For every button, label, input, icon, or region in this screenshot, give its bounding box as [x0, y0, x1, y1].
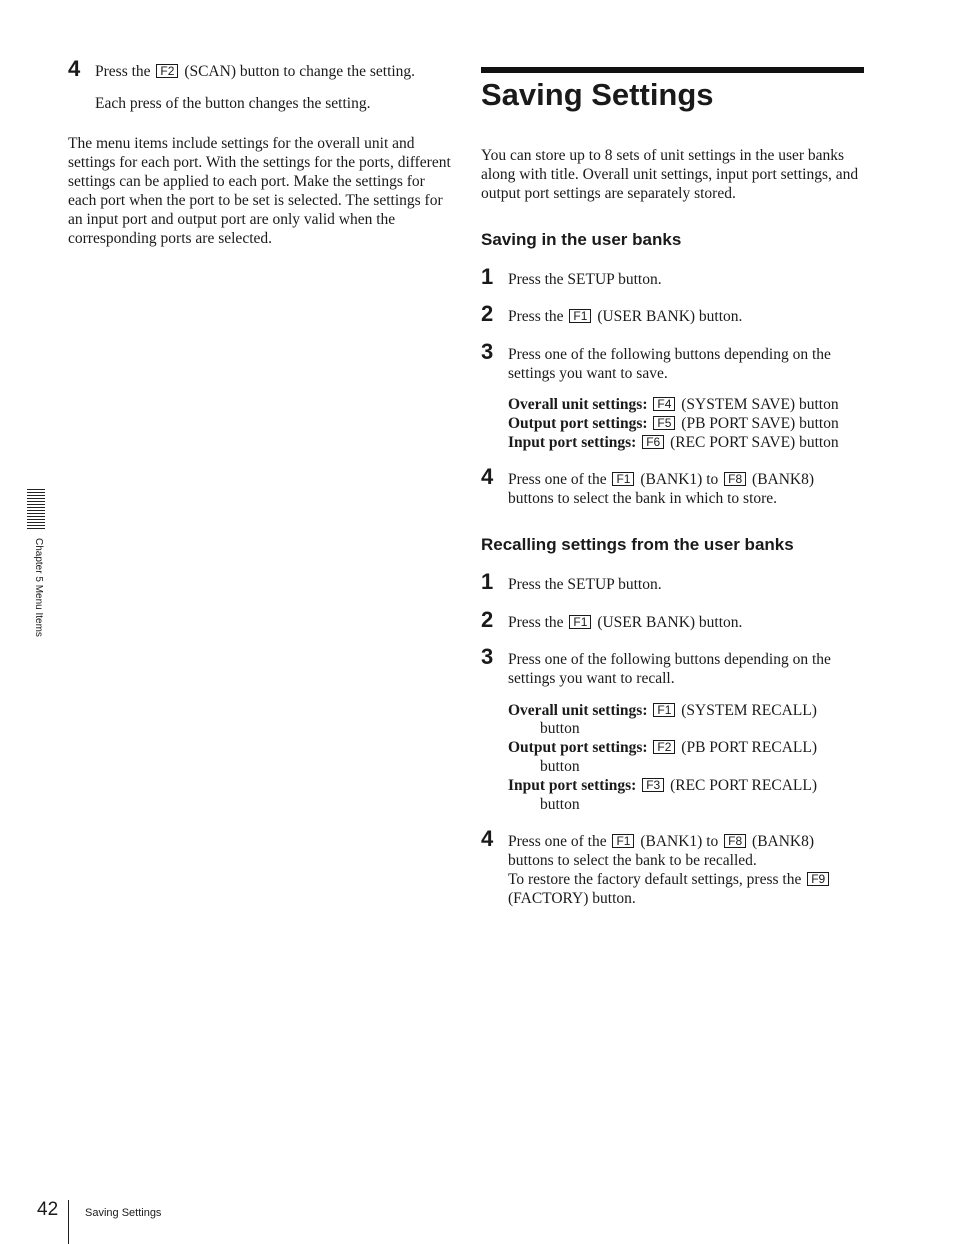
- f8-key-icon: F8: [724, 834, 746, 848]
- step-number: 1: [481, 264, 494, 289]
- running-title: Saving Settings: [85, 1207, 162, 1219]
- step-text-line2: buttons to select the bank in which to store.: [508, 490, 778, 507]
- page-number: 42: [37, 1199, 59, 1220]
- option-text: (PB PORT RECALL): [677, 739, 817, 756]
- option-continuation: button: [540, 720, 580, 737]
- f1-key-icon: F1: [612, 472, 634, 486]
- option-continuation: button: [540, 796, 580, 813]
- step-text-mid: (BANK1) to: [636, 471, 723, 488]
- option-label: Overall unit settings:: [508, 396, 648, 413]
- option-text: (PB PORT SAVE) button: [677, 415, 839, 432]
- chapter-label-wrap: [30, 538, 44, 668]
- step-text-post: (USER BANK) button.: [593, 308, 743, 325]
- step-number: 4: [481, 826, 494, 851]
- option-output: [508, 738, 817, 757]
- page-title: Saving Settings: [481, 77, 714, 112]
- step-text: [508, 307, 742, 326]
- option-overall: [508, 701, 817, 720]
- step-text-post: (BANK8): [748, 833, 815, 850]
- step-text: [508, 470, 814, 489]
- chapter-label: Chapter 5 Menu Items: [33, 538, 44, 637]
- step-text-pre: Press one of the: [508, 833, 611, 850]
- option-input: [508, 433, 839, 452]
- option-input: [508, 776, 817, 795]
- step-text: [508, 832, 814, 851]
- option-label: Overall unit settings:: [508, 702, 648, 719]
- step-text: [95, 62, 455, 81]
- option-label: Input port settings:: [508, 777, 637, 794]
- f4-key-icon: F4: [653, 397, 675, 411]
- option-text: (REC PORT RECALL): [666, 777, 817, 794]
- chapter-tab-marker: [27, 489, 45, 531]
- step-text-pre: Press one of the: [508, 471, 611, 488]
- step-text-post: (SCAN) button to change the setting.: [180, 63, 416, 80]
- step-text: Press the SETUP button.: [508, 271, 662, 288]
- body-paragraph: The menu items include settings for the overall unit and settings for each port. With the settings for the ports, different settings can be applied to each port. Make the settings for each port when the port to be set is selected. The settings for an input port and output port are only valid when the corresponding ports are selected.: [68, 135, 451, 247]
- step-text-pre: To restore the factory default settings, press the: [508, 871, 806, 888]
- step-text: Press one of the following buttons depending on the settings you want to recall.: [508, 651, 831, 687]
- step-text: [508, 613, 742, 632]
- saving-heading: Saving in the user banks: [481, 230, 682, 249]
- step-text-pre: Press the: [508, 614, 568, 631]
- step-number: 2: [481, 301, 494, 326]
- f1-key-icon: F1: [569, 615, 591, 629]
- option-label: Input port settings:: [508, 434, 637, 451]
- f1-key-icon: F1: [569, 309, 591, 323]
- option-label: Output port settings:: [508, 415, 648, 432]
- step-text: Press one of the following buttons depending on the settings you want to save.: [508, 346, 831, 382]
- step-number: 3: [481, 339, 494, 364]
- recalling-heading: Recalling settings from the user banks: [481, 535, 794, 554]
- f1-key-icon: F1: [653, 703, 675, 717]
- step-text: Press the SETUP button.: [508, 576, 662, 593]
- f8-key-icon: F8: [724, 472, 746, 486]
- f2-key-icon: F2: [156, 64, 178, 78]
- step-text-mid: (BANK1) to: [636, 833, 723, 850]
- option-text: (SYSTEM SAVE) button: [677, 396, 839, 413]
- title-rule: [481, 67, 864, 73]
- step-text-line2: buttons to select the bank to be recalled.: [508, 852, 757, 869]
- f1-key-icon: F1: [612, 834, 634, 848]
- f3-key-icon: F3: [642, 778, 664, 792]
- f9-key-icon: F9: [807, 872, 829, 886]
- option-overall: [508, 395, 839, 414]
- step-text-line3: [508, 870, 831, 889]
- step-number: 1: [481, 569, 494, 594]
- step-text-line4: (FACTORY) button.: [508, 890, 636, 907]
- footer-divider: [68, 1200, 69, 1244]
- step-text-pre: Press the: [95, 63, 155, 80]
- step-number: 4: [481, 464, 494, 489]
- f5-key-icon: F5: [653, 416, 675, 430]
- step-number: 3: [481, 644, 494, 669]
- option-text: (REC PORT SAVE) button: [666, 434, 839, 451]
- option-label: Output port settings:: [508, 739, 648, 756]
- option-continuation: button: [540, 758, 580, 775]
- step-text-post: (BANK8): [748, 471, 815, 488]
- f2-key-icon: F2: [653, 740, 675, 754]
- step-note: Each press of the button changes the setting.: [95, 95, 371, 112]
- step-number: 2: [481, 607, 494, 632]
- option-text: (SYSTEM RECALL): [677, 702, 817, 719]
- step-number: 4: [68, 56, 81, 81]
- f6-key-icon: F6: [642, 435, 664, 449]
- step-text-post: (USER BANK) button.: [593, 614, 743, 631]
- option-output: [508, 414, 839, 433]
- step-text-pre: Press the: [508, 308, 568, 325]
- intro-paragraph: You can store up to 8 sets of unit settings in the user banks along with title. Overall unit settings, input port settings, and output port settings are separately stored.: [481, 147, 859, 202]
